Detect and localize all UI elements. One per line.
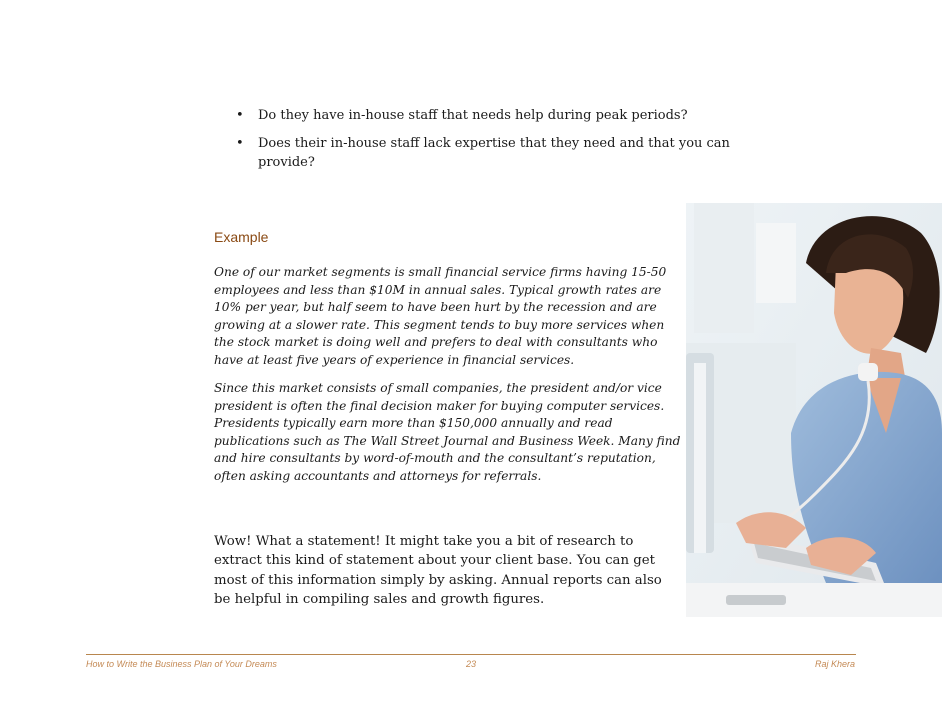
bullet-marker: • <box>236 108 244 123</box>
example-paragraph-1: One of our market segments is small financial service firms having 15-50 employees and less than $10M in annual sales. Typical growth rates are 10% per year, but half seem to have been hurt by the recession and are growing at a slower rate. This segment tends to buy more services when the stock market is doing well and prefers to deal with consultants who have at least five years of experience in financial services. <box>214 265 667 367</box>
list-item <box>232 106 732 125</box>
bullet-text: Do they have in-house staff that needs help during peak periods? <box>258 108 688 123</box>
bullet-marker: • <box>236 136 244 151</box>
question-list <box>232 106 732 181</box>
list-item <box>232 134 732 172</box>
footer-author: Raj Khera <box>815 659 856 669</box>
footer-page-number: 23 <box>466 659 477 669</box>
footer-document-title: How to Write the Business Plan of Your Dreams <box>86 659 277 669</box>
bullet-text: Does their in-house staff lack expertise that they need and that you can provide? <box>258 136 730 170</box>
footer-divider <box>86 654 856 655</box>
example-paragraph-2: Since this market consists of small companies, the president and/or vice president is often the final decision maker for buying computer services. Presidents typically earn more than $150,000 annually and read publications such as The Wall Street Journal and Business Week. Many find and hire consultants by word-of-mouth and the consultant’s reputation, often asking accountants and attorneys for referrals. <box>214 381 681 483</box>
commentary-paragraph: Wow! What a statement! It might take you a bit of research to extract this kind of statement about your client base. You can get most of this information simply by asking. Annual reports can also be helpful in compiling sales and growth figures. <box>214 534 662 607</box>
example-heading: Example <box>214 229 269 245</box>
office-worker-illustration <box>686 203 942 617</box>
office-worker-photo <box>686 203 942 617</box>
